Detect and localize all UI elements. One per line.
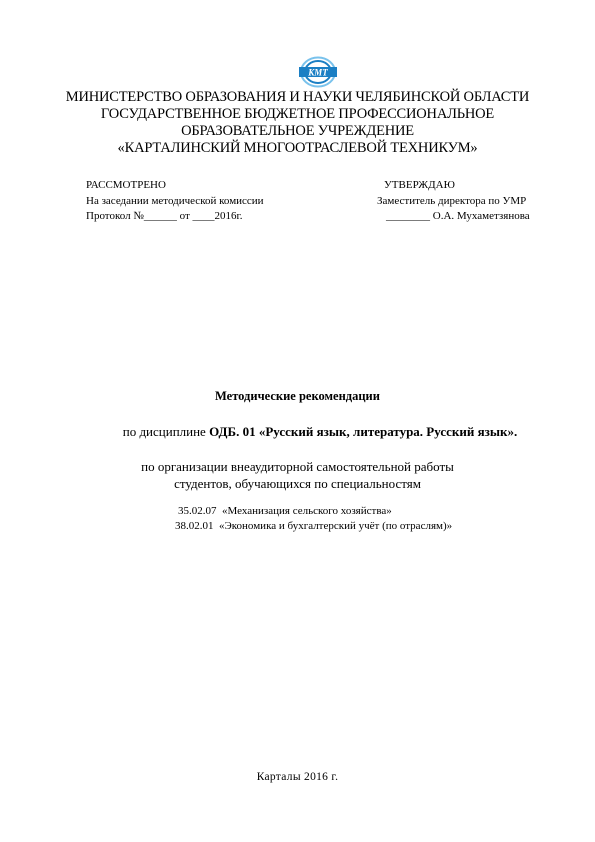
college-logo [298, 56, 338, 88]
specialty-code: 38.02.01 [175, 520, 214, 532]
discipline-prefix: по дисциплине [122, 424, 210, 439]
purpose-line-1: по организации внеаудиторной самостоятельной работы [141, 459, 454, 474]
specialty-name: «Экономика и бухгалтерский учёт (по отраслям)» [219, 520, 453, 532]
reviewed-commission: На заседании методической комиссии [86, 195, 264, 207]
approved-signature: ________ О.А. Мухаметзянова [386, 210, 530, 222]
header-line-institution-kind: ОБРАЗОВАТЕЛЬНОЕ УЧРЕЖДЕНИЕ [181, 123, 414, 139]
document-title: Методические рекомендации [215, 389, 380, 403]
discipline-line [0, 424, 595, 440]
specialty-item [175, 520, 452, 532]
purpose-line-2: студентов, обучающихся по специальностям [174, 476, 421, 491]
reviewed-protocol: Протокол №______ от ____2016г. [86, 210, 243, 222]
header-line-institution-type: ГОСУДАРСТВЕННОЕ БЮДЖЕТНОЕ ПРОФЕССИОНАЛЬНОЕ [100, 106, 495, 122]
approved-position: Заместитель директора по УМР [377, 195, 527, 207]
specialty-name: «Механизация сельского хозяйства» [222, 505, 392, 517]
approved-title: УТВЕРЖДАЮ [384, 179, 455, 191]
footer-place-year: Карталы 2016 г. [256, 771, 339, 783]
logo-text: КМТ [308, 67, 328, 78]
reviewed-title: РАССМОТРЕНО [86, 179, 166, 191]
header-line-ministry: МИНИСТЕРСТВО ОБРАЗОВАНИЯ И НАУКИ ЧЕЛЯБИНСКОЙ ОБЛАСТИ [65, 89, 530, 105]
header-line-college-name: «КАРТАЛИНСКИЙ МНОГООТРАСЛЕВОЙ ТЕХНИКУМ» [117, 140, 478, 156]
specialty-code: 35.02.07 [178, 505, 217, 517]
specialty-item [178, 505, 392, 517]
discipline-name: ОДБ. 01 «Русский язык, литература. Русский язык». [209, 424, 518, 439]
